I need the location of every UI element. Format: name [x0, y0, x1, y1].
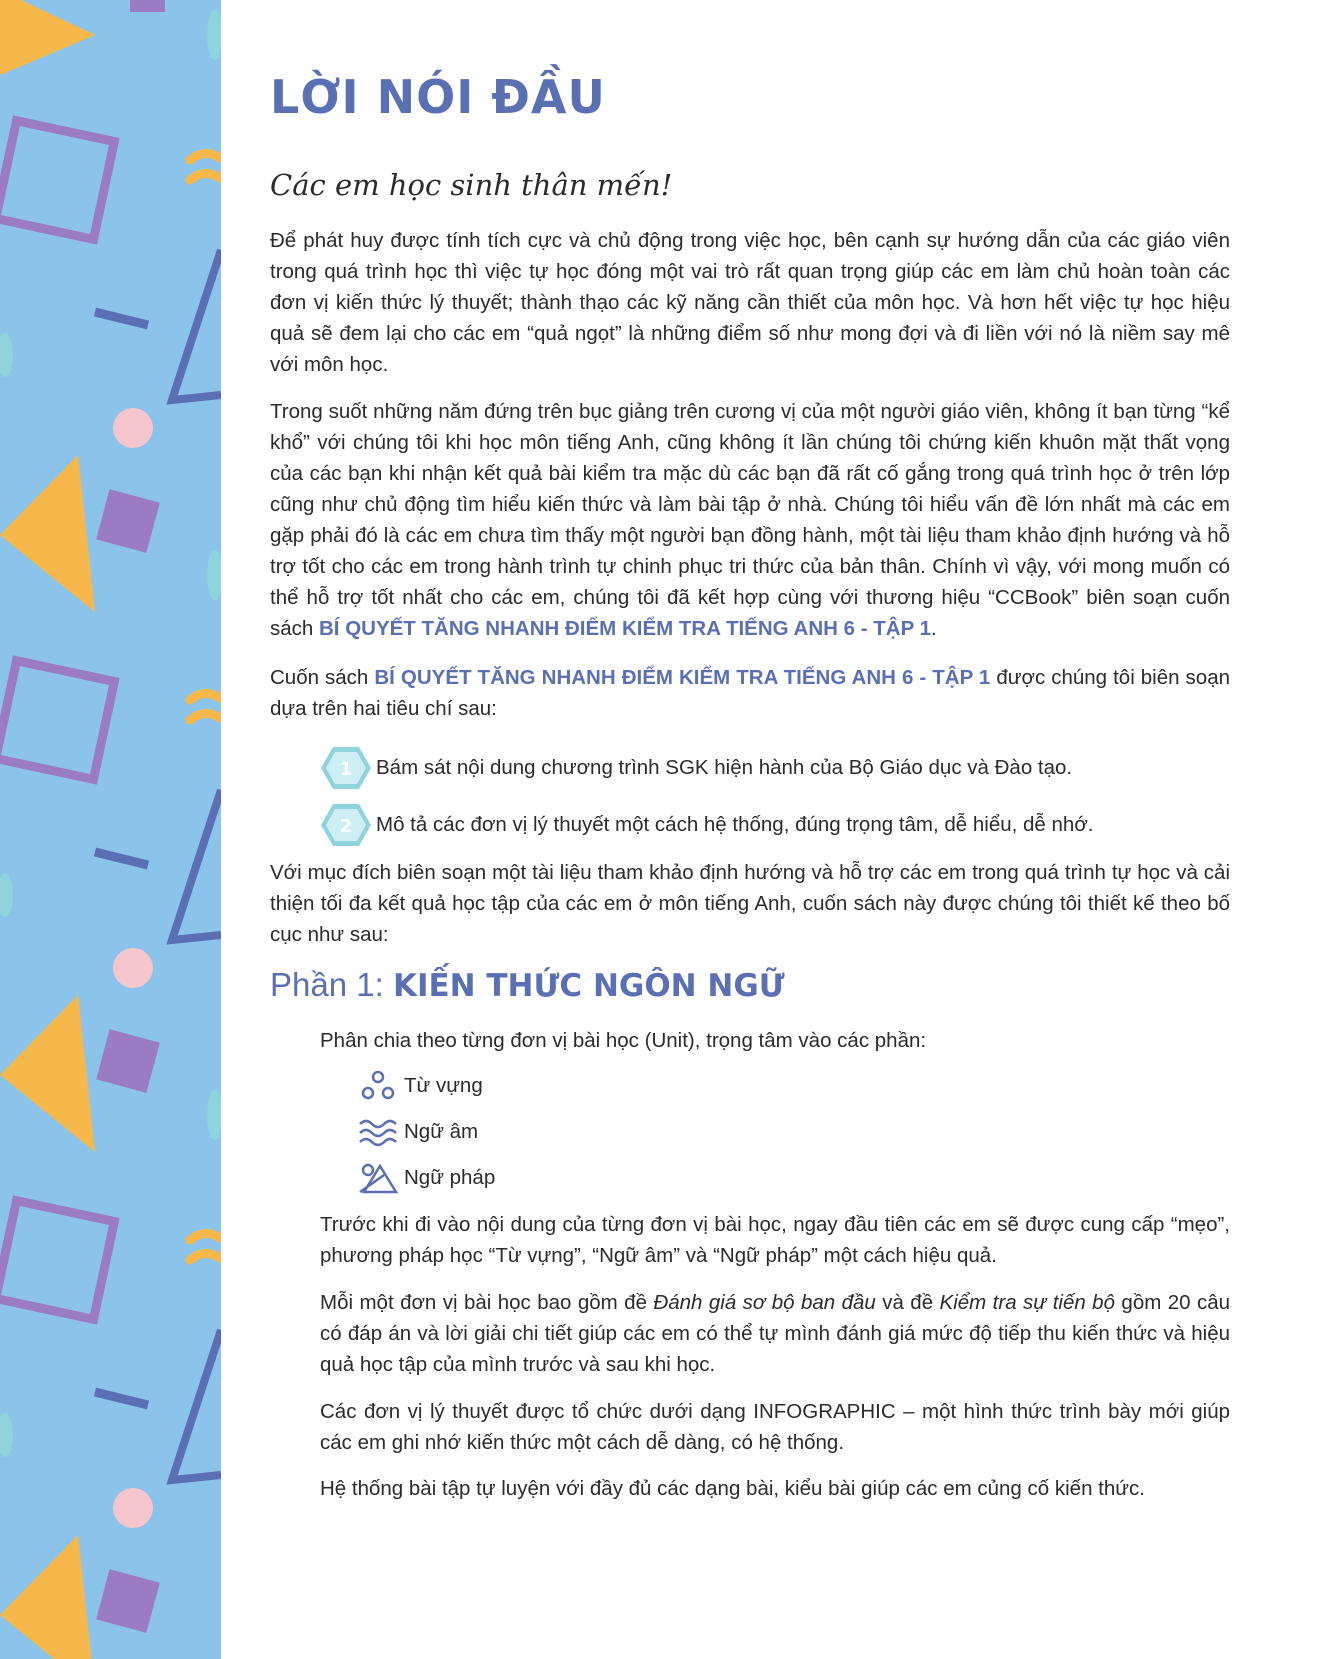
- part-1-heading: [270, 966, 785, 1004]
- paragraph-motivation: [270, 396, 1230, 644]
- tests-text-c: và đề: [875, 1291, 940, 1314]
- initial-assessment-label: Đánh giá sơ bộ ban đầu: [653, 1291, 876, 1314]
- part-1-title: KIẾN THỨC NGÔN NGỮ: [392, 968, 785, 1004]
- pattern-tile-3: [0, 1090, 221, 1659]
- greeting: Các em học sinh thân mến!: [270, 168, 673, 202]
- vocabulary-icon: [358, 1069, 398, 1103]
- decorative-side-band: [0, 0, 221, 1659]
- criterion-item: [320, 745, 1072, 791]
- hexagon-number-icon: [320, 745, 372, 791]
- phonetics-icon: [358, 1115, 398, 1149]
- criterion-number: 2: [339, 816, 353, 837]
- pattern-tile-2: [0, 550, 221, 1152]
- paragraph-motivation-text: Trong suốt những năm đứng trên bục giảng trên cương vị của một người giáo viên, không ít bạn từng “kể khổ” với chúng tôi khi học môn tiếng Anh, cũng không ít lần chúng tôi chứng kiến khuôn mặt thất vọng của các bạn khi nhận kết quả bài kiểm tra mặc dù các bạn đã rất cố gắng trong quá trình học ở trên lớp cũng như chủ động tìm hiểu kiến thức và làm bài tập ở nhà. Chúng tôi hiểu vấn đề lớn nhất mà các em gặp phải đó là các em chưa tìm thấy một người bạn đồng hành, một tài liệu tham khảo định hướng và hỗ trợ tốt cho các em trong hành trình tự chinh phục tri thức của bản thân. Chính vì vậy, với mong muốn có thể hỗ trợ tốt nhất cho các em, chúng tôi đã kết hợp cùng với thương hiệu “CCBook” biên soạn cuốn sách: [270, 400, 1230, 640]
- progress-test-label: Kiểm tra sự tiến bộ: [939, 1291, 1115, 1314]
- pattern-tile-1: [0, 0, 221, 612]
- geometric-pattern: [0, 0, 221, 1659]
- part-1-intro: Phân chia theo từng đơn vị bài học (Unit), trọng tâm vào các phần:: [320, 1029, 927, 1052]
- paragraph-structure-intro: Với mục đích biên soạn một tài liệu tham khảo định hướng và hỗ trợ các em trong quá trình tự học và cải thiện tối đa kết quả học tập của các em ở môn tiếng Anh, cuốn sách này được chúng tôi thiết kế theo bố cục như sau:: [270, 861, 1230, 946]
- paragraph-criteria-intro: [270, 662, 1230, 724]
- list-item-phonetics: [358, 1115, 478, 1149]
- paragraph-motivation-end: .: [931, 617, 937, 640]
- criterion-text: Mô tả các đơn vị lý thuyết một cách hệ thống, đúng trọng tâm, dễ hiểu, dễ nhớ.: [376, 813, 1094, 836]
- hexagon-number-icon: [320, 802, 372, 848]
- part-1-label: Phần 1:: [270, 966, 393, 1003]
- list-item-label: Ngữ pháp: [404, 1166, 496, 1189]
- paragraph-tips: Trước khi đi vào nội dung của từng đơn vị bài học, ngay đầu tiên các em sẽ được cung cấp “mẹo”, phương pháp học “Từ vựng”, “Ngữ âm” và “Ngữ pháp” một cách hiệu quả.: [320, 1213, 1230, 1267]
- paragraph-exercises: Hệ thống bài tập tự luyện với đầy đủ các dạng bài, kiểu bài giúp các em củng cố kiến thức.: [320, 1477, 1145, 1500]
- page-title: LỜI NÓI ĐẦU: [270, 70, 606, 124]
- list-item-grammar: [358, 1161, 495, 1195]
- criteria-intro-start: Cuốn sách: [270, 666, 375, 689]
- criterion-item: [320, 802, 1093, 848]
- list-item-label: Ngữ âm: [404, 1120, 479, 1143]
- list-item-vocabulary: [358, 1069, 483, 1103]
- paragraph-tests: [320, 1287, 1230, 1380]
- list-item-label: Từ vựng: [404, 1074, 483, 1097]
- grammar-icon: [358, 1161, 398, 1195]
- criterion-text: Bám sát nội dung chương trình SGK hiện hành của Bộ Giáo dục và Đào tạo.: [376, 756, 1073, 779]
- book-title-highlight: BÍ QUYẾT TĂNG NHANH ĐIỂM KIỂM TRA TIẾNG ANH 6 - TẬP 1: [319, 617, 931, 640]
- criteria-intro-end: được chúng tôi biên soạn dựa trên hai tiêu chí sau:: [270, 666, 1231, 720]
- criterion-number: 1: [339, 759, 353, 780]
- paragraph-intro: Để phát huy được tính tích cực và chủ động trong việc học, bên cạnh sự hướng dẫn của các giáo viên trong quá trình học thì việc tự học đóng một vai trò rất quan trọng giúp các em làm chủ hoàn toàn các đơn vị kiến thức lý thuyết; thành thạo các kỹ năng cần thiết của môn học. Và hơn hết việc tự học hiệu quả sẽ đem lại cho các em “quả ngọt” là những điểm số như mong đợi và đi liền với nó là niềm say mê với môn học.: [270, 229, 1230, 376]
- paragraph-infographic: Các đơn vị lý thuyết được tổ chức dưới dạng INFOGRAPHIC – một hình thức trình bày mới giúp các em ghi nhớ kiến thức một cách dễ dàng, có hệ thống.: [320, 1400, 1230, 1454]
- tests-text-a: Mỗi một đơn vị bài học bao gồm đề: [320, 1291, 654, 1314]
- book-title-highlight: BÍ QUYẾT TĂNG NHANH ĐIỂM KIỂM TRA TIẾNG ANH 6 - TẬP 1: [374, 666, 991, 689]
- tests-text-e: gồm 20 câu có đáp án và lời giải chi tiết giúp các em có thể tự mình đánh giá mức độ tiếp thu kiến thức và hiệu quả học tập của mình trước và sau khi học.: [320, 1291, 1231, 1376]
